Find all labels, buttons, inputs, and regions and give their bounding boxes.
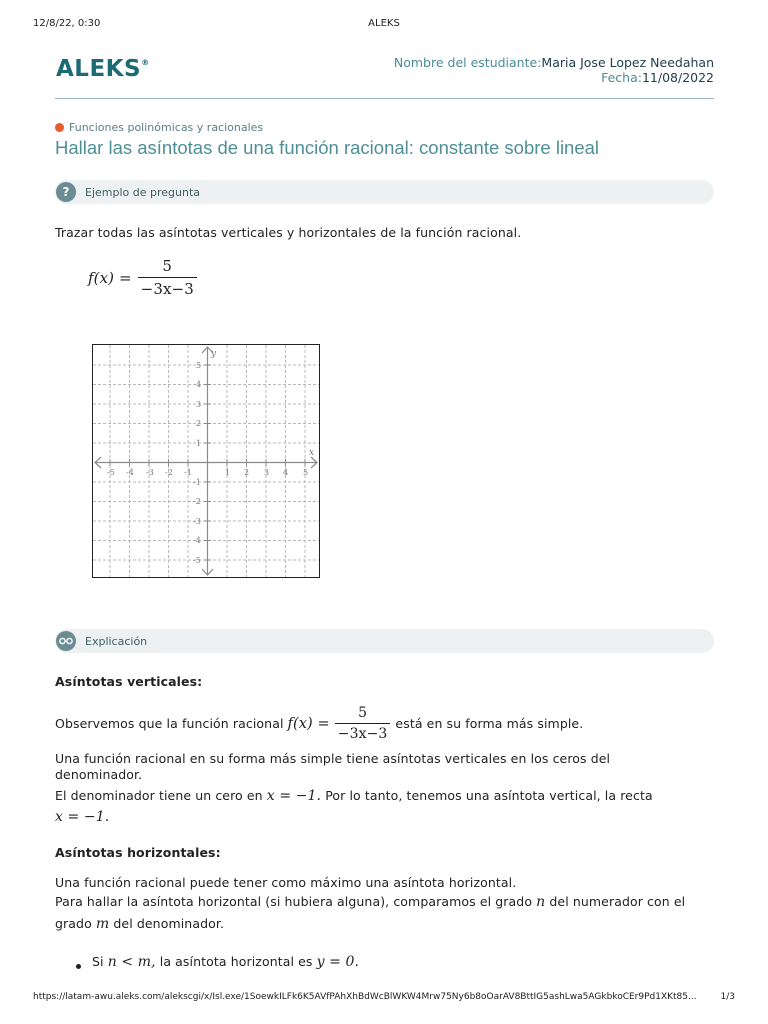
x-axis-label: x [309,448,315,458]
bullet1-mid: la asíntota horizontal es [159,954,313,969]
v-line1-lhs: f(x) = [287,715,330,732]
student-name: Maria Jose Lopez Needahan [541,55,714,70]
vertical-line-5: x = −1. [55,809,110,825]
bullet1-math2: y = 0. [316,954,360,970]
vertical-heading: Asíntotas verticales: [55,674,203,689]
y-tick-label: -5 [193,556,201,565]
v-line1-pre: Observemos que la función racional [55,716,284,731]
logo-text: ALEKS [56,56,142,82]
v-line1-numerator: 5 [358,705,368,721]
horizontal-line-1: Una función racional puede tener como máximo una asíntota horizontal. [55,875,517,890]
print-page-number: 1/3 [720,992,735,1002]
y-tick-label: 1 [196,439,202,448]
y-tick-label: -3 [193,517,201,526]
horizontal-line-2 [55,894,685,910]
date-label: Fecha: [601,70,642,85]
function-lhs: f(x) = [88,268,132,287]
x-tick-label: -5 [107,468,115,477]
fraction-denominator: −3x−3 [138,277,197,298]
x-tick-label: -1 [184,468,192,477]
bullet1-pre: Si [92,954,104,969]
x-tick-label: 2 [244,468,250,477]
y-axis-label: y [211,349,217,359]
v-line4-post: Por lo tanto, tenemos una asíntota vertical, la recta [325,788,653,803]
x-tick-label: -4 [126,468,134,477]
example-section-bar[interactable] [55,180,714,204]
fraction-numerator: 5 [162,257,173,275]
topic-category-label: Funciones polinómicas y racionales [69,121,264,134]
x-tick-label: -2 [165,468,173,477]
h-line3-pre: grado [55,916,92,931]
function-fraction [138,257,197,298]
bullet-item-1 [92,954,359,970]
print-title: ALEKS [368,18,400,29]
example-function [88,257,197,298]
v-line1-fraction [335,705,391,742]
h-line2-n: n [536,894,546,910]
graph-svg[interactable] [93,345,319,577]
v-line1-denominator: −3x−3 [335,723,391,742]
topic-category [55,121,263,134]
x-tick-label: 4 [283,468,289,477]
y-tick-label: 5 [196,361,202,370]
v-line4-math: x = −1. [266,788,322,804]
y-tick-label: 3 [196,400,202,409]
student-info [394,55,714,85]
registered-mark: ® [141,58,150,67]
example-prompt: Trazar todas las asíntotas verticales y horizontales de la función racional. [55,225,522,240]
question-icon: ? [56,182,76,202]
h-line3-post: del denominador. [113,916,225,931]
topic-dot-icon [55,123,64,132]
vertical-line-3: denominador. [55,767,143,782]
bullet1-math: n < m, [107,954,156,970]
horizontal-heading: Asíntotas horizontales: [55,845,221,860]
print-header [33,18,735,32]
graph-canvas[interactable] [92,344,320,578]
y-tick-label: -4 [193,536,201,545]
header-divider [55,98,714,99]
vertical-line-1 [55,705,583,742]
x-tick-label: 3 [264,468,270,477]
h-line2-post: del numerador con el [549,894,686,909]
explanation-section-label: Explicación [85,634,148,648]
page-title: Hallar las asíntotas de una función racional: constante sobre lineal [55,137,600,158]
x-tick-label: 1 [225,468,231,477]
y-tick-label: 4 [196,380,202,389]
print-url[interactable]: https://latam-awu.aleks.com/alekscgi/x/Isl.exe/1SoewkILFk6K5AVfPAhXhBdWcBlWKW4Mrw75Ny6b8oOarAV8BttIG5ashLwa5AGkbkoCEr9Pd1XKt85... [33,992,697,1002]
student-label: Nombre del estudiante: [393,55,542,70]
v-line4-pre: El denominador tiene un cero en [55,788,263,803]
h-line3-m: m [95,916,110,932]
y-tick-label: -2 [193,497,201,506]
v-line1-post: está en su forma más simple. [395,716,584,731]
date-value: 11/08/2022 [641,70,714,85]
vertical-line-2: Una función racional en su forma más simple tiene asíntotas verticales en los ceros del [55,751,611,766]
y-tick-label: 2 [196,419,202,428]
h-line2-pre: Para hallar la asíntota horizontal (si hubiera alguna), comparamos el grado [55,894,533,909]
aleks-logo[interactable] [56,56,150,82]
y-tick-label: -1 [193,478,201,487]
x-tick-label: 5 [303,468,309,477]
print-footer [33,992,735,1006]
print-date: 12/8/22, 0:30 [33,18,101,29]
glasses-icon [56,631,76,651]
vertical-line-4 [55,788,653,804]
horizontal-line-3 [55,916,224,932]
example-section-label: Ejemplo de pregunta [85,185,201,199]
bullet-dot-icon [76,964,81,969]
x-tick-label: -3 [146,468,154,477]
explanation-section-bar[interactable] [55,629,714,653]
